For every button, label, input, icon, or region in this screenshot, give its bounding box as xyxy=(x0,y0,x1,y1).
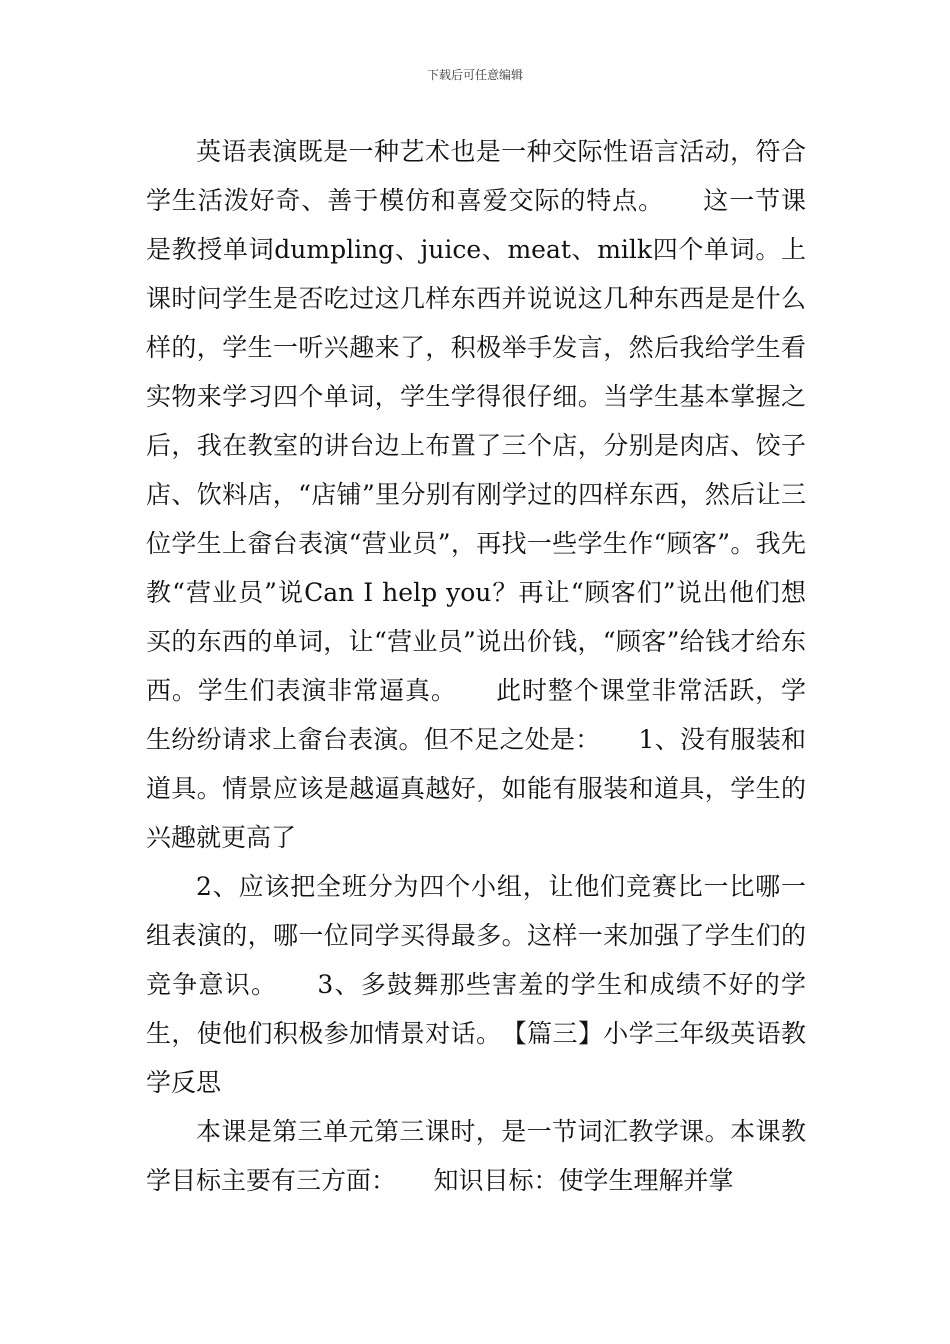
paragraph-3: 本课是第三单元第三课时，是一节词汇教学课。本课教学目标主要有三方面： 知识目标：使学生理解并掌 xyxy=(146,1117,806,1195)
paragraph-2: 2、应该把全班分为四个小组，让他们竞赛比一比哪一组表演的，哪一位同学买得最多。这样一来加强了学生们的竞争意识。 3、多鼓舞那些害羞的学生和成绩不好的学生，使他们积极参加情景对话。 【篇三】小学三年级英语教学反思 xyxy=(146,872,806,1097)
document-body xyxy=(146,127,806,1205)
paragraph-1: 英语表演既是一种艺术也是一种交际性语言活动，符合学生活泼好奇、善于模仿和喜爱交际的特点。 这一节课是教授单词dumpling、juice、meat、milk四个单词。上课时问学生是否吃过这几样东西并说说这几种东西是是什么样的，学生一听兴趣来了，积极举手发言，然后我给学生看实物来学习四个单词，学生学得很仔细。当学生基本掌握之后，我在教室的讲台边上布置了三个店，分别是肉店、饺子店、饮料店，“店铺”里分别有刚学过的四样东西，然后让三位学生上畲台表演“营业员”，再找一些学生作“顾客”。我先教“营业员”说Can I help you？再让“顾客们”说出他们想买的东西的单词，让“营业员”说出价钱，“顾客”给钱才给东西。学生们表演非常逼真。 此时整个课堂非常活跃，学生纷纷请求上畲台表演。但不足之处是： 1、没有服装和道具。情景应该是越逼真越好，如能有服装和道具，学生的兴趣就更高了 xyxy=(146,137,806,852)
page-header: 下载后可任意编辑 xyxy=(426,68,523,82)
